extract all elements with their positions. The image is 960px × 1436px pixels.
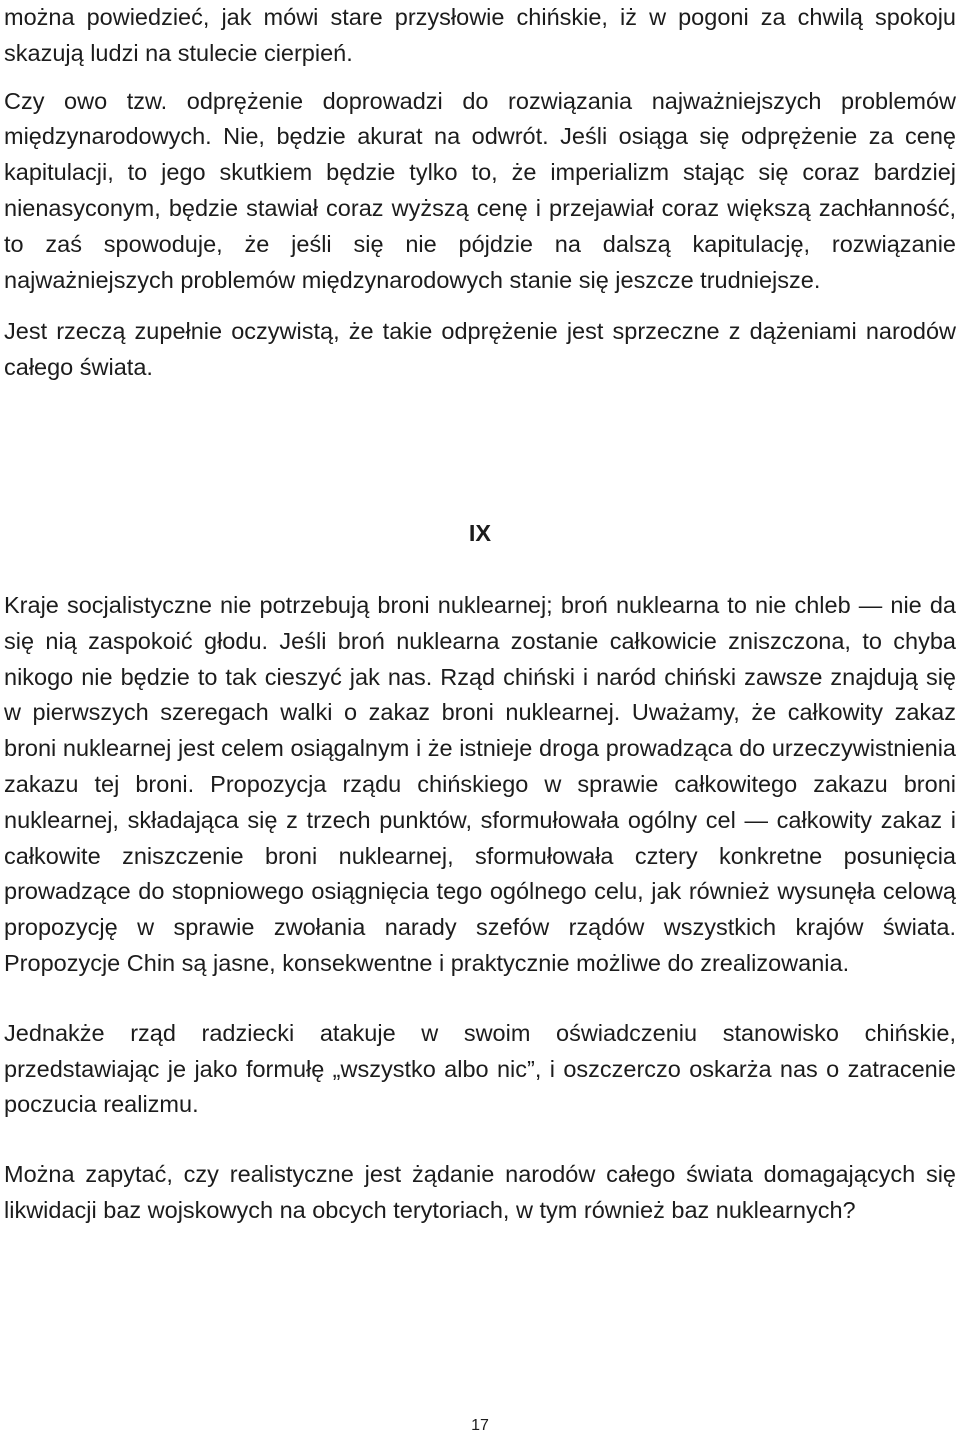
document-page-continued: [4, 588, 956, 1229]
paragraph-detente-conclusion: Jest rzeczą zupełnie oczywistą, że takie odprężenie jest sprzeczne z dążeniami narodów całego świata.: [4, 318, 956, 381]
paragraph-intro: można powiedzieć, jak mówi stare przysłowie chińskie, iż w pogoni za chwilą spokoju skazują ludzi na stulecie cierpień.: [4, 4, 956, 66]
paragraph-soviet-government: Jednakże rząd radziecki atakuje w swoim oświadczeniu stanowisko chińskie, przedstawiając je jako formułę „wszystko albo nic”, i oszczerczo oskarża nas o zatracenie poczucia realizmu.: [4, 1019, 956, 1118]
page-number: 17: [471, 1417, 489, 1434]
paragraph-military-bases: Można zapytać, czy realistyczne jest żądanie narodów całego świata domagających się likwidacji baz wojskowych na obcych terytoriach, w tym również baz nuklearnych?: [4, 1161, 956, 1223]
document-page: [4, 0, 956, 386]
section-heading: IX: [468, 520, 492, 546]
paragraph-nuclear-weapons: Kraje socjalistyczne nie potrzebują broni nuklearnej; broń nuklearna to nie chleb — nie da się nią zaspokoić głodu. Jeśli broń nuklearna zostanie całkowicie zniszczona, to chyba nikogo nie będzie to tak cieszyć jak nas. Rząd chiński i naród chiński zawsze znajdują się w pierwszych szeregach walki o zakaz broni nuklearnej. Uważamy, że całkowity zakaz broni nuklearnej jest celem osiągalnym i że istnieje droga prowadząca do urzeczywistnienia zakazu tej broni. Propozycja rządu chińskiego w sprawie całkowitego zakazu broni nuklearnej, składająca się z trzech punktów, sformułowała ogólny cel — całkowity zakaz i całkowite zniszczenie broni nuklearnej, sformułowała cztery konkretne posunięcia prowadzące do stopniowego osiągnięcia tego ogólnego celu, jak również wysunęła celową propozycję w sprawie zwołania narady szefów rządów wszystkich krajów świata. Propozycje Chin są jasne, konsekwentne i praktycznie możliwe do zrealizowania.: [4, 592, 956, 976]
paragraph-detente-question: Czy owo tzw. odprężenie doprowadzi do rozwiązania najważniejszych problemów międzynarodowych. Nie, będzie akurat na odwrót. Jeśli osiąga się odprężenie za cenę kapitulacji, to jego skutkiem będzie tylko to, że imperializm stając się coraz bardziej nienasyconym, będzie stawiał coraz wyższą cenę i przejawiał coraz większą zachłanność, to zaś spowoduje, że jeśli się nie pójdzie na dalszą kapitulację, rozwiązanie najważniejszych problemów międzynarodowych stanie się jeszcze trudniejsze.: [4, 87, 956, 293]
